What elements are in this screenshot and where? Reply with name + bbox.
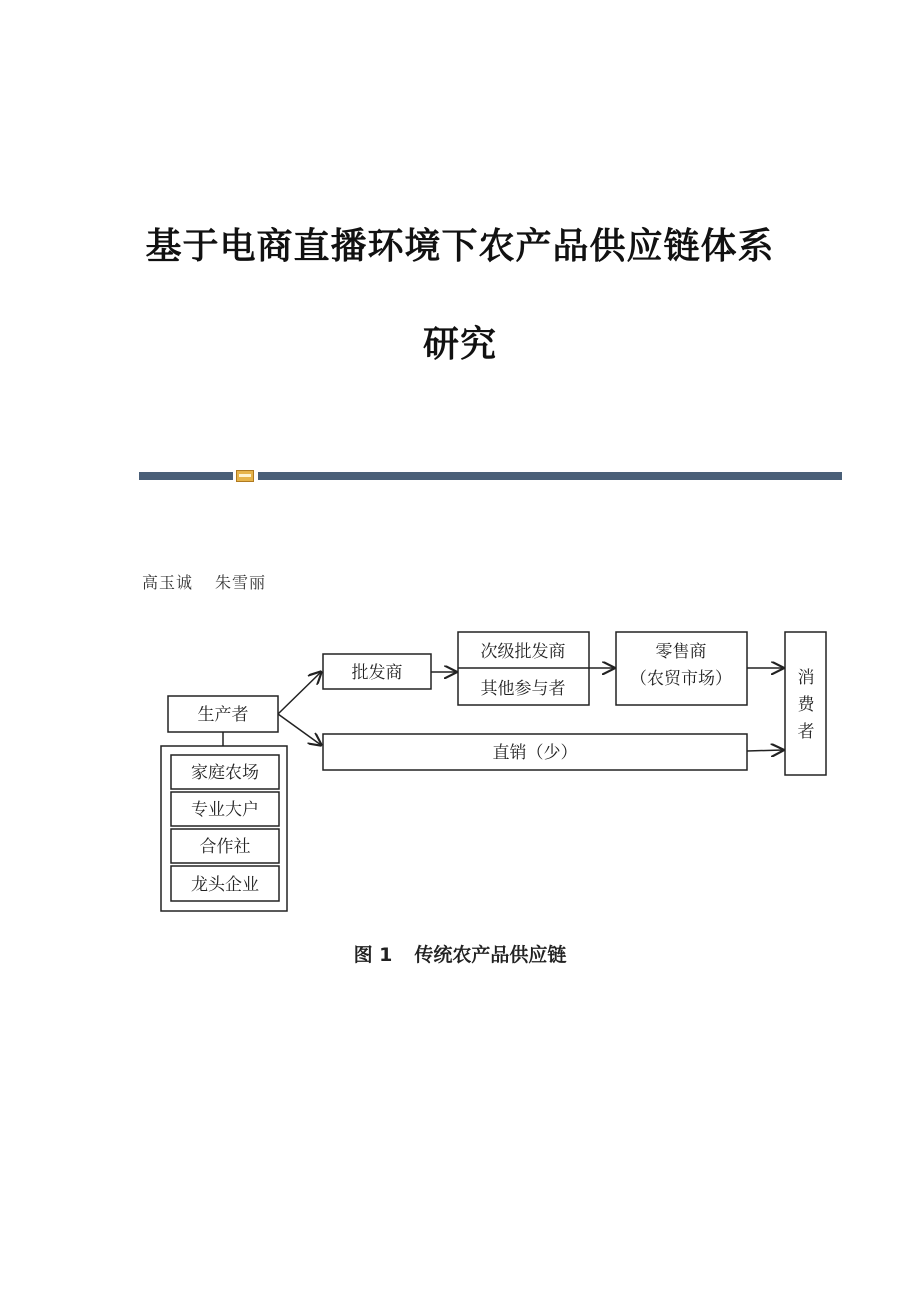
consumer-char-1: 消 (797, 668, 815, 688)
other-participants-label: 其他参与者 (480, 679, 566, 699)
producer-type-2: 专业大户 (191, 800, 259, 820)
producer-type-3: 合作社 (199, 837, 251, 857)
direct-sales-label: 直销（少） (492, 743, 578, 763)
arrow-direct-consumer (747, 750, 783, 751)
title-line-2: 研究 (422, 323, 497, 365)
retailer-note: （农贸市场） (630, 669, 732, 689)
producer-type-4: 龙头企业 (191, 875, 259, 895)
secondary-wholesaler-label: 次级批发商 (480, 642, 566, 662)
figure-number: 图 1 (353, 944, 393, 966)
producer-type-1: 家庭农场 (191, 763, 259, 783)
consumer-char-2: 费 (797, 695, 815, 715)
figure-caption (0, 940, 920, 967)
wholesaler-label: 批发商 (351, 663, 403, 683)
figure-caption-text: 传统农产品供应链 (414, 944, 567, 966)
author-2: 朱雪丽 (215, 573, 267, 592)
producer-label: 生产者 (197, 705, 249, 725)
author-1: 高玉诚 (142, 573, 194, 592)
arrow-producer-direct (278, 714, 321, 745)
title-line-1: 基于电商直播环境下农产品供应链体系 (145, 225, 775, 267)
arrow-producer-wholesaler (278, 672, 321, 714)
consumer-char-3: 者 (797, 722, 815, 742)
retailer-label: 零售商 (655, 642, 707, 662)
